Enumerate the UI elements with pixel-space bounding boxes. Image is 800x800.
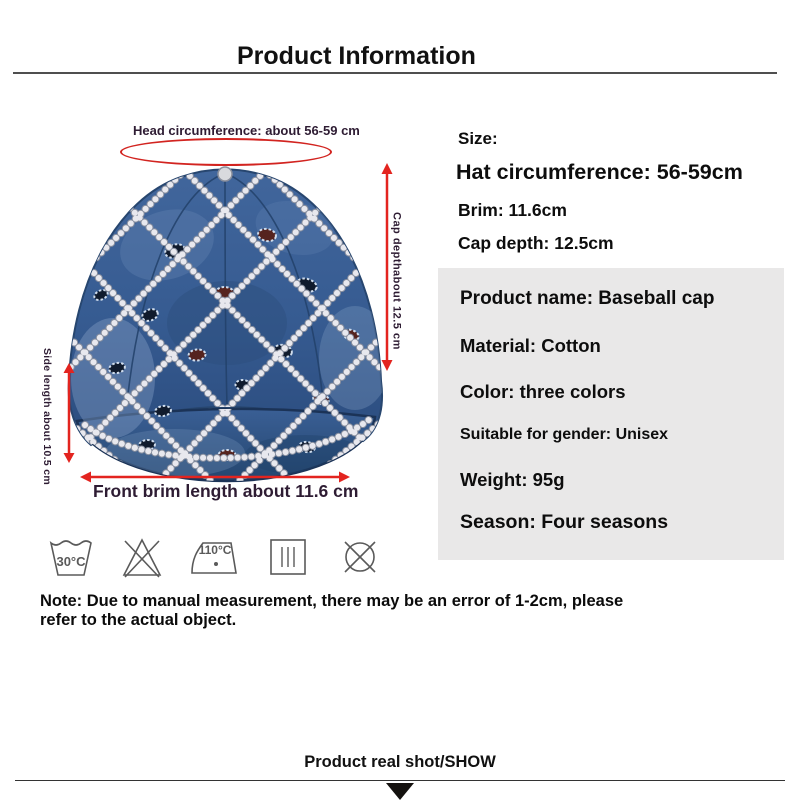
cap-depth-label [390, 212, 403, 377]
head-circumference-ellipse [120, 138, 332, 166]
footer-title: Product real shot/SHOW [304, 753, 496, 771]
svg-text:30°C: 30°C [56, 554, 86, 569]
product-specs-panel [438, 268, 784, 560]
spec-season: Season: Four seasons [460, 511, 669, 533]
spec-product-name: Product name: Baseball cap [460, 288, 715, 309]
spec-color: Color: three colors [460, 381, 626, 402]
front-brim-label: Front brim length about 11.6 cm [93, 481, 359, 501]
spec-material: Material: Cotton [460, 335, 601, 356]
do-not-dry-clean-icon [340, 537, 380, 577]
size-heading: Size: [458, 129, 498, 148]
page-title: Product Information [237, 42, 476, 70]
cap-product-image [55, 163, 395, 485]
iron-110c-icon [189, 535, 239, 579]
spec-weight: Weight: 95g [460, 469, 565, 490]
measurement-note: Note: Due to manual measurement, there may be an error of 1-2cm, please refer to the actual object. [40, 592, 624, 630]
size-item-cap-depth: Cap depth: 12.5cm [458, 233, 614, 253]
cap-depth-label-line1: Cap depth [390, 212, 403, 271]
size-item-brim: Brim: 11.6cm [458, 200, 567, 220]
svg-text:110°C: 110°C [198, 543, 232, 557]
side-length-label: Side length about 10.5 cm [41, 348, 53, 486]
side-length-arrow [60, 363, 78, 463]
drip-dry-icon [268, 537, 308, 577]
wash-30c-icon [48, 535, 94, 579]
cap-depth-label-line2: about 12.5 cm [390, 270, 403, 351]
header-divider [13, 72, 777, 74]
head-circumference-label: Head circumference: about 56-59 cm [133, 123, 360, 138]
footer-divider [15, 780, 785, 781]
spec-gender: Suitable for gender: Unisex [460, 426, 669, 443]
down-triangle-icon [386, 783, 414, 800]
do-not-bleach-icon [120, 535, 164, 579]
cap-top-button [218, 167, 232, 181]
size-item-hat-circumference: Hat circumference: 56-59cm [456, 160, 743, 184]
